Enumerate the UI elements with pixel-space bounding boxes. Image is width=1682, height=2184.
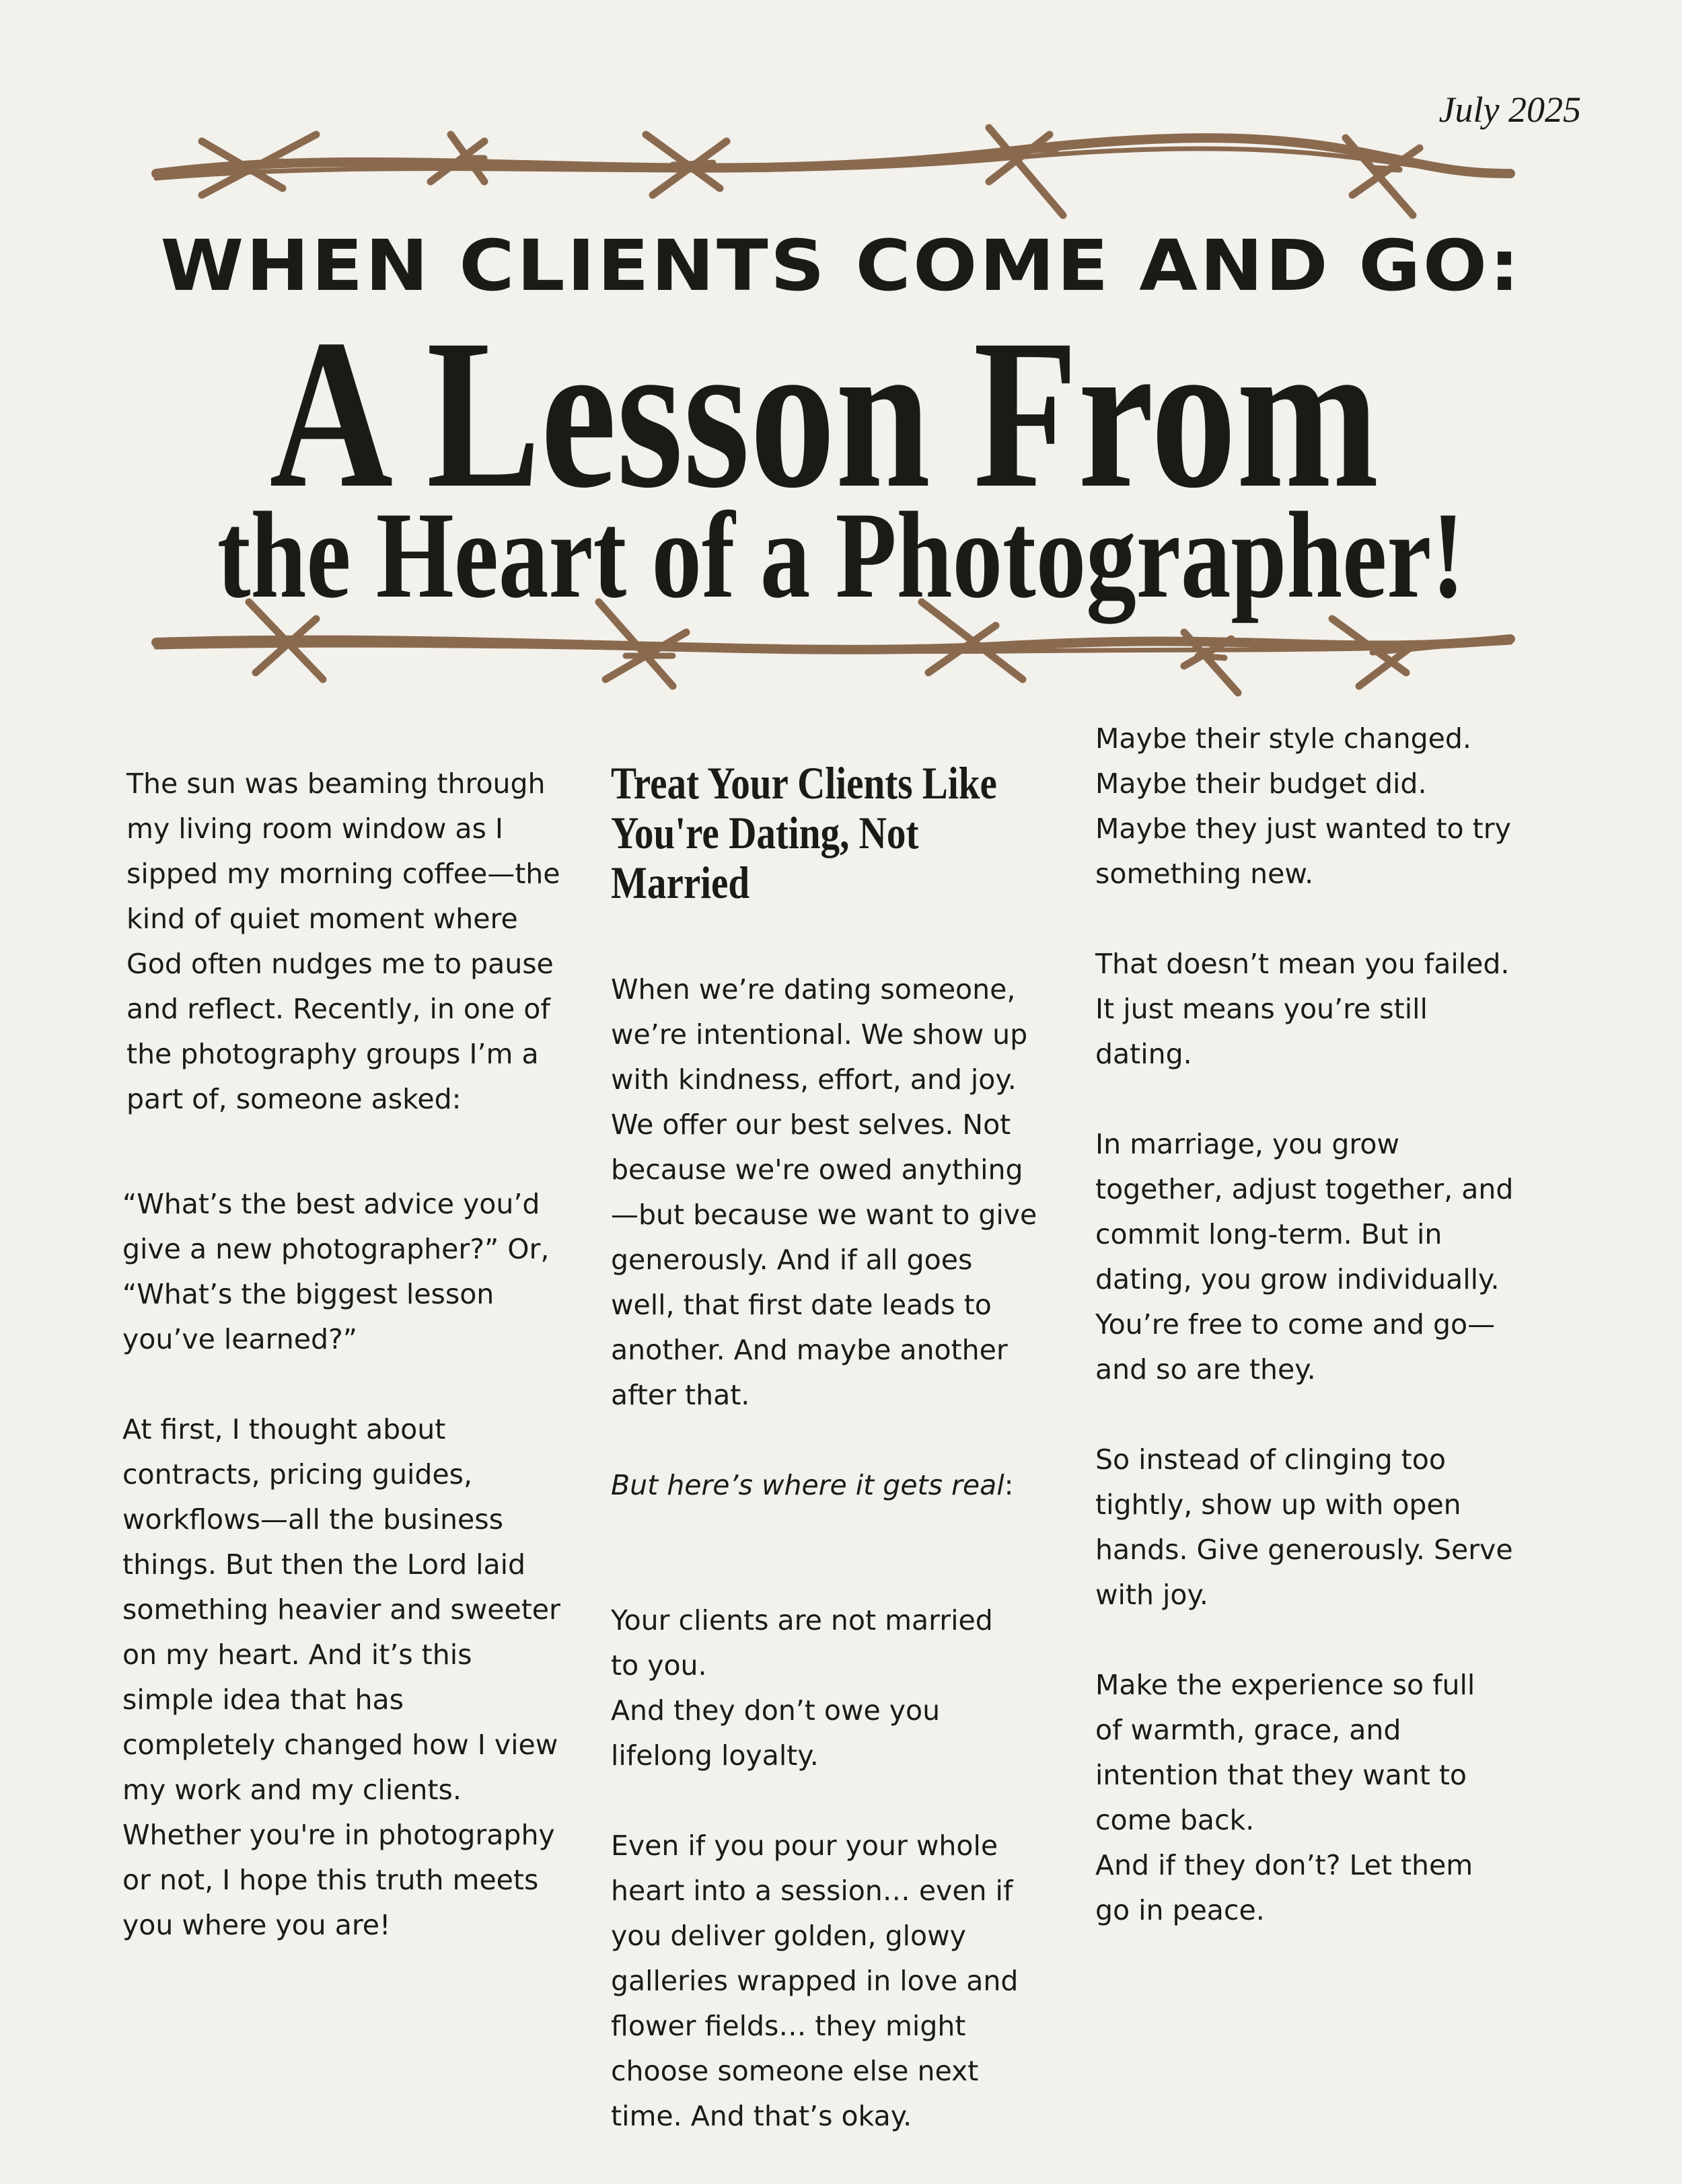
- italic-text: But here’s where it gets real: [611, 1469, 1004, 1501]
- barbed-wire-bottom: [0, 592, 1682, 706]
- article-column-1: [122, 716, 597, 1993]
- column-2-paragraph-1: When we’re dating someone, we’re intentional. We show up with kindness, effort, and joy. We offer our best selves. Not because we're owed anything —but because we want to give generously. And if all goes well, that first date leads to another. And maybe another after that.: [611, 973, 1037, 1411]
- column-2-paragraph-2: Your clients are not married to you. And they don’t owe you lifelong loyalty. Even if you pour your whole heart into a session… even if you deliver golden, glowy galleries wrapped in love and flower fields… they might choose someone else next time. And that’s okay.: [611, 1604, 1019, 2132]
- column-1-paragraph: “What’s the best advice you’d give a new photographer?” Or, “What’s the biggest lesson you’ve learned?” At first, I thought about contracts, pricing guides, workflows—all the business things. But then the Lord laid something heavier and sweeter on my heart. And it’s this simple idea that has completely changed how I view my work and my clients. Whether you're in photography or not, I hope this truth meets you where you are!: [122, 1188, 560, 1941]
- article-column-2: [611, 716, 1082, 2184]
- headline-subtitle: the Heart of a Photographer!: [217, 486, 1465, 624]
- intro-paragraph: The sun was beaming through my living room window as I sipped my morning coffee—the kind of quiet moment where God often nudges me to pause and reflect. Recently, in one of the photography groups I’m a part of, someone asked:: [126, 767, 560, 1115]
- issue-date: July 2025: [1438, 89, 1581, 130]
- headline-title: A Lesson From: [269, 295, 1379, 532]
- italic-line: [611, 1463, 1082, 1508]
- italic-suffix: :: [1004, 1469, 1014, 1501]
- headline-kicker: WHEN CLIENTS COME AND GO:: [160, 225, 1522, 307]
- article-column-3: Maybe their style changed. Maybe their budget did. Maybe they just wanted to try something new. That doesn’t mean you failed. It just means you’re still dating. In marriage, you grow together, adjust together, and commit long-term. But in dating, you grow individually. You’re free to come and go— and so are they. So instead of clinging too tightly, show up with open hands. Give generously. Serve with joy. Make the experience so full of warmth, grace, and intention that they want to come back. And if they don’t? Let them go in peace.: [1095, 722, 1514, 1926]
- section-subheading: Treat Your Clients Like You're Dating, Not Married: [611, 757, 997, 908]
- barbed-wire-top: [0, 114, 1682, 229]
